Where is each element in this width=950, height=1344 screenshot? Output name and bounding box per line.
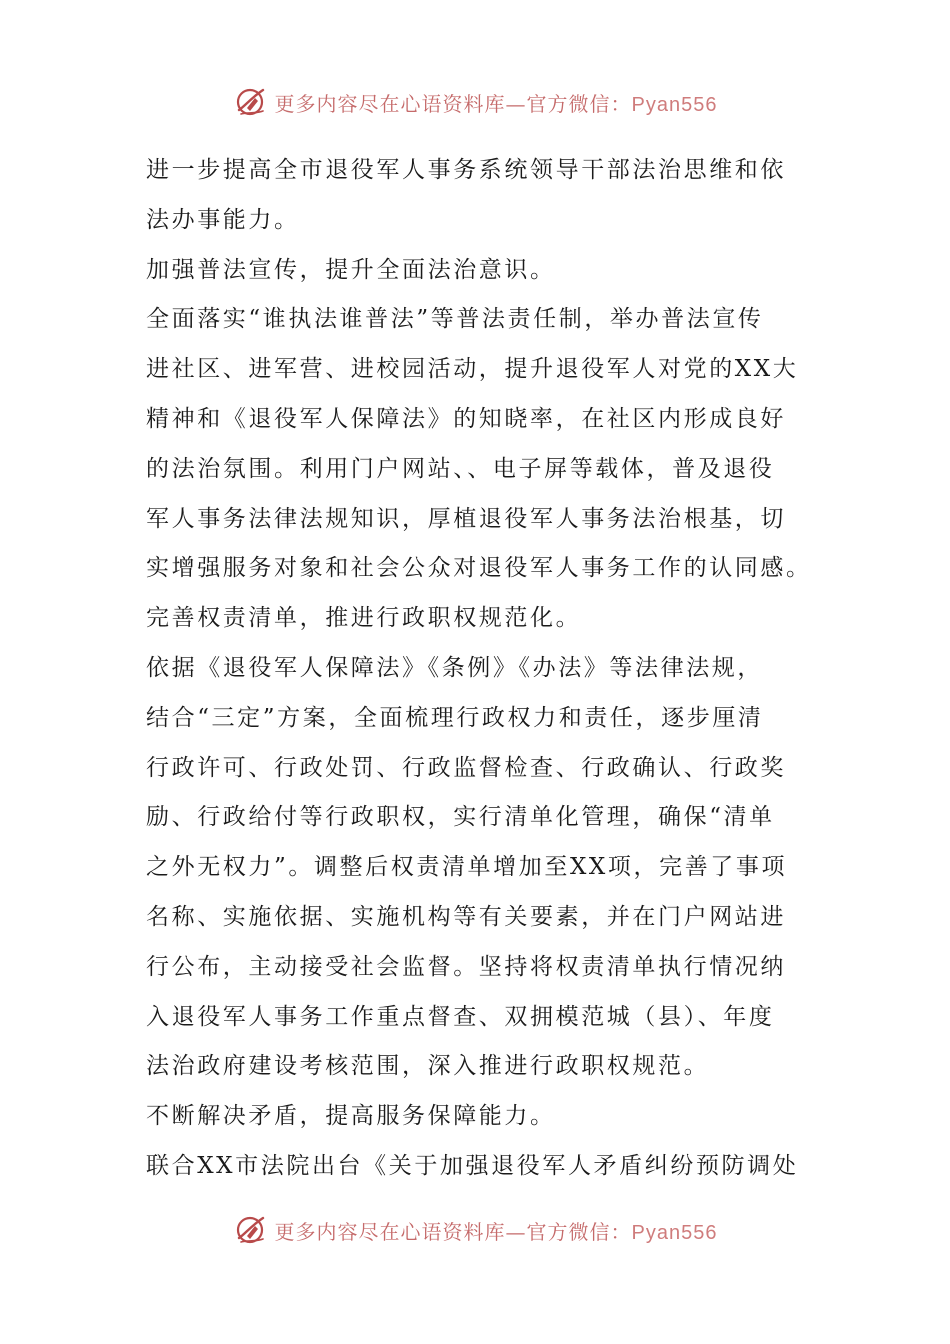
body-text-line: 完善权责清单，推进行政职权规范化。 [146,605,582,632]
wechat-id: Pyan556 [631,1221,718,1244]
footer-watermark-banner [0,1208,950,1252]
body-text-line: 行政许可、行政处罚、行政监督检查、行政确认、行政奖 [146,754,786,781]
body-text-line: 之外无权力”。调整后权责清单增加至XX项，完善了事项 [146,854,788,881]
body-text-line: 不断解决矛盾，提高服务保障能力。 [146,1103,556,1130]
body-text-line: 的法治氛围。利用门户网站、、电子屏等载体，普及退役 [146,455,775,482]
body-text-line: 入退役军人事务工作重点督查、双拥模范城（县）、年度 [146,1003,775,1030]
wechat-id: Pyan556 [631,93,718,116]
body-text-line: 联合XX市法院出台《关于加强退役军人矛盾纠纷预防调处 [146,1152,799,1179]
body-text-line: 法治政府建设考核范围，深入推进行政职权规范。 [146,1053,710,1080]
body-text-line: 结合“三定”方案，全面梳理行政权力和责任，逐步厘清 [146,704,764,731]
body-text-line: 精神和《退役军人保障法》的知晓率，在社区内形成良好 [146,405,786,432]
body-text-line: 名称、实施依据、实施机构等有关要素，并在门户网站进 [146,903,786,930]
body-text-line: 进一步提高全市退役军人事务系统领导干部法治思维和依 [146,157,786,183]
body-text-line: 法办事能力。 [146,206,300,233]
body-text-line: 依据《退役军人保障法》《条例》《办法》等法律法规， [146,654,763,681]
pen-signature-icon [233,84,269,120]
document-body [146,146,812,1192]
body-text-line: 进社区、进军营、进校园活动，提升退役军人对党的XX大 [146,356,799,383]
body-text-line: 实增强服务对象和社会公众对退役军人事务工作的认同感。 [146,555,812,582]
body-text-line: 励、行政给付等行政职权，实行清单化管理，确保“清单 [146,804,775,831]
watermark-text: 更多内容尽在心语资料库—官方微信：Pyan556 [274,1219,718,1244]
body-text-line: 加强普法宣传，提升全面法治意识。 [146,256,556,283]
pen-signature-icon [233,1212,269,1248]
body-text-line: 行公布，主动接受社会监督。坚持将权责清单执行情况纳 [146,953,786,980]
body-text-line: 全面落实“谁执法谁普法”等普法责任制，举办普法宣传 [146,306,764,333]
body-text-line: 军人事务法律法规知识，厚植退役军人事务法治根基，切 [146,505,786,532]
header-watermark-banner [0,80,950,124]
watermark-text: 更多内容尽在心语资料库—官方微信：Pyan556 [274,91,718,116]
